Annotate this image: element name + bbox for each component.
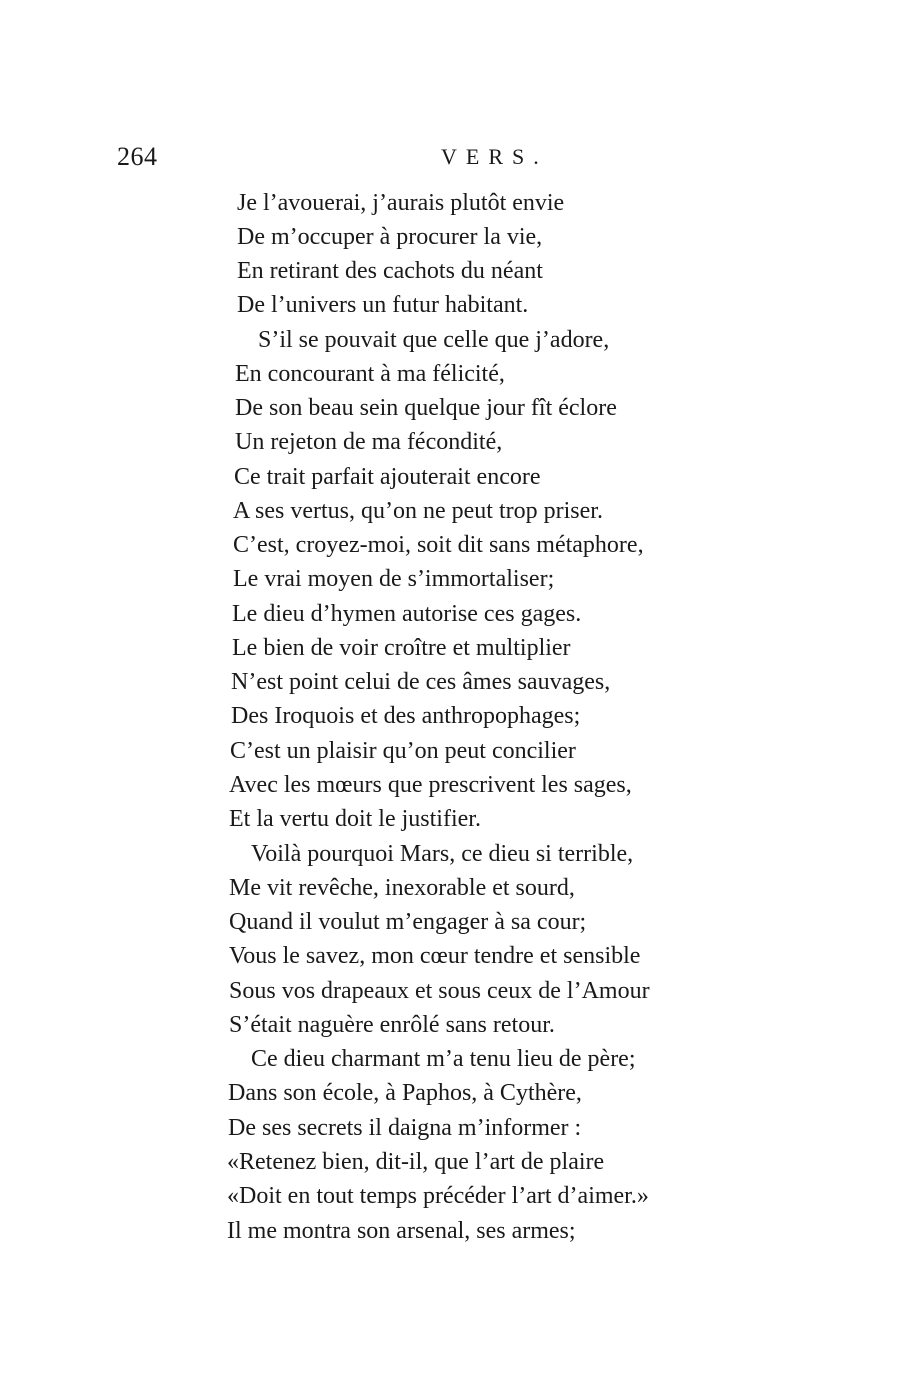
verse-line: C’est, croyez-moi, soit dit sans métaphore, xyxy=(233,532,644,558)
verse-line: Dans son école, à Paphos, à Cythère, xyxy=(228,1080,582,1106)
verse-line: S’il se pouvait que celle que j’adore, xyxy=(258,327,610,353)
verse-line: De m’occuper à procurer la vie, xyxy=(237,224,543,250)
running-title: VERS. xyxy=(441,144,548,169)
verse-line: Voilà pourquoi Mars, ce dieu si terrible, xyxy=(251,841,634,867)
verse-line: Ce trait parfait ajouterait encore xyxy=(234,464,541,490)
verse-line: De ses secrets il daigna m’informer : xyxy=(228,1115,582,1141)
verse-line: Je l’avouerai, j’aurais plutôt envie xyxy=(237,190,565,216)
verse-line: C’est un plaisir qu’on peut concilier xyxy=(230,738,576,764)
verse-line: A ses vertus, qu’on ne peut trop priser. xyxy=(233,498,603,524)
verse-line: N’est point celui de ces âmes sauvages, xyxy=(231,669,611,695)
verse-line: Sous vos drapeaux et sous ceux de l’Amour xyxy=(229,978,650,1004)
verse-line: De son beau sein quelque jour fît éclore xyxy=(235,395,617,421)
verse-line: Avec les mœurs que prescrivent les sages, xyxy=(229,772,632,798)
verse-line: S’était naguère enrôlé sans retour. xyxy=(229,1012,555,1038)
verse-line: «Doit en tout temps précéder l’art d’aimer.» xyxy=(227,1183,649,1209)
verse-line: Il me montra son arsenal, ses armes; xyxy=(227,1218,576,1244)
verse-line: En retirant des cachots du néant xyxy=(237,258,543,284)
verse-line: Vous le savez, mon cœur tendre et sensible xyxy=(229,943,641,969)
verse-line: Quand il voulut m’engager à sa cour; xyxy=(229,909,587,935)
verse-line: «Retenez bien, dit-il, que l’art de plaire xyxy=(227,1149,605,1175)
verse-line: Des Iroquois et des anthropophages; xyxy=(231,703,581,729)
verse-line: Le dieu d’hymen autorise ces gages. xyxy=(232,601,582,627)
verse-line: Et la vertu doit le justifier. xyxy=(229,806,481,832)
verse-line: Un rejeton de ma fécondité, xyxy=(235,429,503,455)
verse-line: Le vrai moyen de s’immortaliser; xyxy=(233,566,555,592)
page-number: 264 xyxy=(117,142,158,171)
verse-line: En concourant à ma félicité, xyxy=(235,361,505,387)
verse-line: Me vit revêche, inexorable et sourd, xyxy=(229,875,575,901)
verse-line: Ce dieu charmant m’a tenu lieu de père; xyxy=(251,1046,636,1072)
verse-line: Le bien de voir croître et multiplier xyxy=(232,635,571,661)
verse-line: De l’univers un futur habitant. xyxy=(237,292,529,318)
